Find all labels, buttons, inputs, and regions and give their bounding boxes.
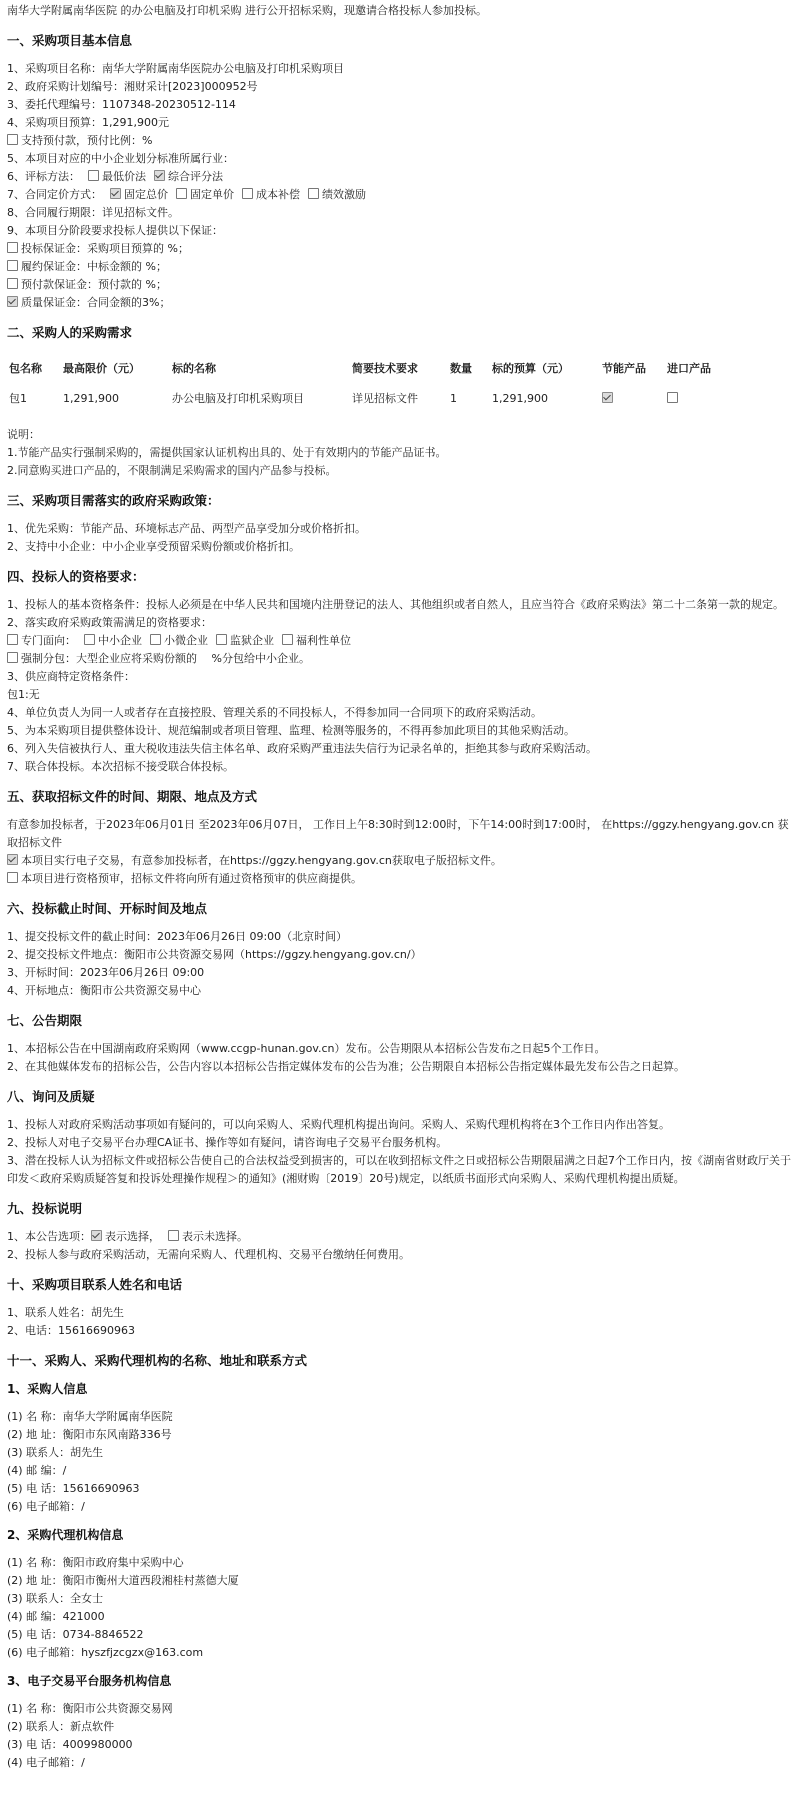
table-row (7, 384, 727, 414)
s3-line-1: 1、优先采购：节能产品、环境标志产品、两型产品享受加分或价格折扣。 (7, 522, 366, 535)
performance-incentive-checkbox[interactable] (308, 188, 319, 199)
note-title: 说明： (7, 428, 40, 441)
performance-bond-option (7, 258, 793, 276)
s4-line-1: 1、投标人的基本资格条件：投标人必须是在中华人民共和国境内注册登记的法人、其他组织或者自然人，且应当符合《政府采购法》第二十二条第一款的规定。 (7, 598, 784, 611)
cell-tech-req: 详见招标文件 (352, 392, 418, 405)
purchaser-name: (1) 名 称：南华大学附属南华医院 (7, 1410, 173, 1423)
requirements-table (7, 352, 727, 414)
platform-contact: (2) 联系人：新点软件 (7, 1720, 115, 1733)
imported-checkbox[interactable] (667, 392, 678, 403)
sme-checkbox[interactable] (84, 634, 95, 645)
col-energy-saving: 节能产品 (602, 362, 646, 375)
subcontract-checkbox[interactable] (7, 652, 18, 663)
prepay-label: 支持预付款，预付比例：% (21, 134, 153, 147)
performance-bond-label: 履约保证金：中标金额的 %； (21, 260, 167, 273)
pricing-method (7, 186, 793, 204)
s1-line-8: 8、合同履行期限：详见招标文件。 (7, 206, 179, 219)
purchaser-postcode: (4) 邮 编：/ (7, 1464, 67, 1477)
dedicated-checkbox[interactable] (7, 634, 18, 645)
agency-info-title: 2、采购代理机构信息 (7, 1528, 124, 1542)
prequalification-checkbox[interactable] (7, 872, 18, 883)
prequalification-label: 本项目进行资格预审，招标文件将向所有通过资格预审的供应商提供。 (21, 872, 362, 885)
legend-label: 1、本公告选项： (7, 1230, 91, 1243)
cell-imported (665, 384, 727, 414)
legend-line (7, 1228, 793, 1246)
lowest-price-label: 最低价法 (102, 170, 146, 183)
micro-checkbox[interactable] (150, 634, 161, 645)
subcontract-option (7, 650, 793, 668)
electronic-trade-checkbox[interactable] (7, 854, 18, 865)
s7-line-2: 2、在其他媒体发布的招标公告，公告内容以本招标公告指定媒体发布的公告为准；公告期限自本招标公告指定媒体最先发布公告之日起算。 (7, 1060, 685, 1073)
bid-bond-checkbox[interactable] (7, 242, 18, 253)
s6-line-2: 2、提交投标文件地点：衡阳市公共资源交易网（https://ggzy.hengyang.gov.cn/） (7, 948, 422, 961)
s4-line-3: 3、供应商特定资格条件： (7, 670, 135, 683)
agency-email: (6) 电子邮箱：hyszfjzcgzx@163.com (7, 1646, 204, 1659)
s4-line-3-value: 包1:无 (7, 688, 40, 701)
col-budget: 标的预算（元） (492, 362, 569, 375)
section-8-title: 八、询问及质疑 (7, 1089, 95, 1104)
s1-line-9: 9、本项目分阶段要求投标人提供以下保证： (7, 224, 223, 237)
welfare-label: 福利性单位 (296, 634, 351, 647)
cost-compensation-label: 成本补偿 (256, 188, 300, 201)
section-1-title: 一、采购项目基本信息 (7, 33, 133, 48)
purchaser-phone: (5) 电 话：15616690963 (7, 1482, 140, 1495)
section-2-title: 二、采购人的采购需求 (7, 325, 133, 340)
energy-saving-checkbox[interactable] (602, 392, 613, 403)
fixed-total-checkbox[interactable] (110, 188, 121, 199)
lowest-price-checkbox[interactable] (88, 170, 99, 181)
legend-unchecked-box (168, 1230, 179, 1241)
prepay-bond-option (7, 276, 793, 294)
cost-compensation-checkbox[interactable] (242, 188, 253, 199)
eval-method-label: 6、评标方法： (7, 170, 80, 183)
section-4-title: 四、投标人的资格要求： (7, 569, 145, 584)
prequalification-option (7, 870, 793, 888)
dedicated-label: 专门面向： (21, 634, 76, 647)
s6-line-4: 4、开标地点：衡阳市公共资源交易中心 (7, 984, 201, 997)
platform-phone: (3) 电 话：4009980000 (7, 1738, 133, 1751)
s1-line-5: 5、本项目对应的中小企业划分标准所属行业： (7, 152, 234, 165)
table-header-row (7, 352, 727, 384)
quality-bond-label: 质量保证金：合同金额的3%； (21, 296, 171, 309)
col-package: 包名称 (9, 362, 42, 375)
pricing-method-label: 7、合同定价方式： (7, 188, 102, 201)
bid-bond-label: 投标保证金：采购项目预算的 %； (21, 242, 189, 255)
bid-bond-option (7, 240, 793, 258)
s9-line-2: 2、投标人参与政府采购活动，无需向采购人、代理机构、交易平台缴纳任何费用。 (7, 1248, 410, 1261)
cell-energy-saving (600, 384, 665, 414)
purchaser-email: (6) 电子邮箱：/ (7, 1500, 85, 1513)
legend-checked-label: 表示选择， (105, 1230, 160, 1243)
cell-max-price: 1,291,900 (63, 392, 119, 405)
quality-bond-option (7, 294, 793, 312)
prepay-option (7, 132, 793, 150)
performance-incentive-label: 绩效激励 (322, 188, 366, 201)
s4-line-6: 6、列入失信被执行人、重大税收违法失信主体名单、政府采购严重违法失信行为记录名单的，拒绝其参与政府采购活动。 (7, 742, 597, 755)
s7-line-1: 1、本招标公告在中国湖南政府采购网（www.ccgp-hunan.gov.cn）发布。公告期限从本招标公告发布之日起5个工作日。 (7, 1042, 606, 1055)
s4-line-7: 7、联合体投标。本次招标不接受联合体投标。 (7, 760, 234, 773)
comprehensive-score-label: 综合评分法 (168, 170, 223, 183)
agency-name: (1) 名 称：衡阳市政府集中采购中心 (7, 1556, 184, 1569)
purchaser-contact: (3) 联系人：胡先生 (7, 1446, 104, 1459)
electronic-trade-label: 本项目实行电子交易，有意参加投标者，在https://ggzy.hengyang.gov.cn获取电子版招标文件。 (21, 854, 502, 867)
sme-label: 中小企业 (98, 634, 142, 647)
section-7-title: 七、公告期限 (7, 1013, 83, 1028)
prison-checkbox[interactable] (216, 634, 227, 645)
note-2: 2.同意购买进口产品的，不限制满足采购需求的国内产品参与投标。 (7, 464, 337, 477)
section-11-title: 十一、采购人、采购代理机构的名称、地址和联系方式 (7, 1353, 308, 1368)
agency-contact: (3) 联系人：全女士 (7, 1592, 104, 1605)
col-max-price: 最高限价（元） (63, 362, 140, 375)
platform-email: (4) 电子邮箱：/ (7, 1756, 85, 1769)
s1-line-4: 4、采购项目预算：1,291,900元 (7, 116, 169, 129)
eval-method (7, 168, 793, 186)
section-10-title: 十、采购项目联系人姓名和电话 (7, 1277, 183, 1292)
prepay-bond-checkbox[interactable] (7, 278, 18, 289)
agency-postcode: (4) 邮 编：421000 (7, 1610, 105, 1623)
electronic-trade-option (7, 852, 793, 870)
note-1: 1.节能产品实行强制采购的，需提供国家认证机构出具的、处于有效期内的节能产品证书。 (7, 446, 447, 459)
fixed-total-label: 固定总价 (124, 188, 168, 201)
subcontract-label: 强制分包：大型企业应将采购份额的 %分包给中小企业。 (21, 652, 310, 665)
dedicated-options (7, 632, 793, 650)
purchaser-address: (2) 地 址：衡阳市东风南路336号 (7, 1428, 172, 1441)
prepay-bond-label: 预付款保证金：预付款的 %； (21, 278, 167, 291)
micro-label: 小微企业 (164, 634, 208, 647)
cell-item-name: 办公电脑及打印机采购项目 (172, 392, 304, 405)
fixed-unit-checkbox[interactable] (176, 188, 187, 199)
s8-line-3: 3、潜在投标人认为招标文件或招标公告使自己的合法权益受到损害的，可以在收到招标文件之日或招标公告期限届满之日起7个工作日内，按《湖南省财政厅关于印发＜政府采购质疑答复和投诉处理操作规程＞的通知》(湘财购〔2019〕20号)规定，以纸质书面形式向采购人、采购代理机构提出质疑。 (7, 1154, 791, 1185)
col-imported: 进口产品 (667, 362, 711, 375)
legend-unchecked-label: 表示未选择。 (182, 1230, 248, 1243)
comprehensive-score-checkbox[interactable] (154, 170, 165, 181)
section-6-title: 六、投标截止时间、开标时间及地点 (7, 901, 208, 916)
s8-line-2: 2、投标人对电子交易平台办理CA证书、操作等如有疑问，请咨询电子交易平台服务机构。 (7, 1136, 448, 1149)
intro-text: 南华大学附属南华医院 的办公电脑及打印机采购 进行公开招标采购，现邀请合格投标人参加投标。 (7, 4, 487, 17)
cell-budget: 1,291,900 (492, 392, 548, 405)
s4-line-5: 5、为本采购项目提供整体设计、规范编制或者项目管理、监理、检测等服务的，不得再参加此项目的其他采购活动。 (7, 724, 575, 737)
s5-paragraph: 有意参加投标者，于2023年06月01日 至2023年06月07日， 工作日上午8:30时到12:00时，下午14:00时到17:00时， 在https://ggzy.hengyang.gov.cn 获取招标文件 (7, 818, 789, 849)
performance-bond-checkbox[interactable] (7, 260, 18, 271)
prison-label: 监狱企业 (230, 634, 274, 647)
s10-line-2: 2、电话：15616690963 (7, 1324, 135, 1337)
platform-name: (1) 名 称：衡阳市公共资源交易网 (7, 1702, 173, 1715)
prepay-checkbox[interactable] (7, 134, 18, 145)
welfare-checkbox[interactable] (282, 634, 293, 645)
quality-bond-checkbox[interactable] (7, 296, 18, 307)
agency-phone: (5) 电 话：0734-8846522 (7, 1628, 144, 1641)
agency-address: (2) 地 址：衡阳市衡州大道西段湘桂村蒸德大厦 (7, 1574, 239, 1587)
s1-line-3: 3、委托代理编号：1107348-20230512-114 (7, 98, 236, 111)
fixed-unit-label: 固定单价 (190, 188, 234, 201)
section-3-title: 三、采购项目需落实的政府采购政策： (7, 493, 220, 508)
s3-line-2: 2、支持中小企业：中小企业享受预留采购份额或价格折扣。 (7, 540, 300, 553)
s6-line-1: 1、提交投标文件的截止时间：2023年06月26日 09:00（北京时间） (7, 930, 348, 943)
cell-quantity: 1 (450, 392, 457, 405)
cell-package: 包1 (9, 392, 27, 405)
s1-line-1: 1、采购项目名称：南华大学附属南华医院办公电脑及打印机采购项目 (7, 62, 344, 75)
s10-line-1: 1、联系人姓名：胡先生 (7, 1306, 124, 1319)
s6-line-3: 3、开标时间：2023年06月26日 09:00 (7, 966, 205, 979)
platform-info-title: 3、电子交易平台服务机构信息 (7, 1674, 172, 1688)
s4-line-2: 2、落实政府采购政策需满足的资格要求： (7, 616, 212, 629)
s8-line-1: 1、投标人对政府采购活动事项如有疑问的，可以向采购人、采购代理机构提出询问。采购人、采购代理机构将在3个工作日内作出答复。 (7, 1118, 670, 1131)
col-item-name: 标的名称 (172, 362, 216, 375)
s1-line-2: 2、政府采购计划编号：湘财采计[2023]000952号 (7, 80, 258, 93)
col-tech-req: 简要技术要求 (352, 362, 418, 375)
col-quantity: 数量 (450, 362, 472, 375)
section-9-title: 九、投标说明 (7, 1201, 83, 1216)
legend-checked-box (91, 1230, 102, 1241)
section-5-title: 五、获取招标文件的时间、期限、地点及方式 (7, 789, 258, 804)
purchaser-info-title: 1、采购人信息 (7, 1382, 88, 1396)
s4-line-4: 4、单位负责人为同一人或者存在直接控股、管理关系的不同投标人，不得参加同一合同项下的政府采购活动。 (7, 706, 542, 719)
